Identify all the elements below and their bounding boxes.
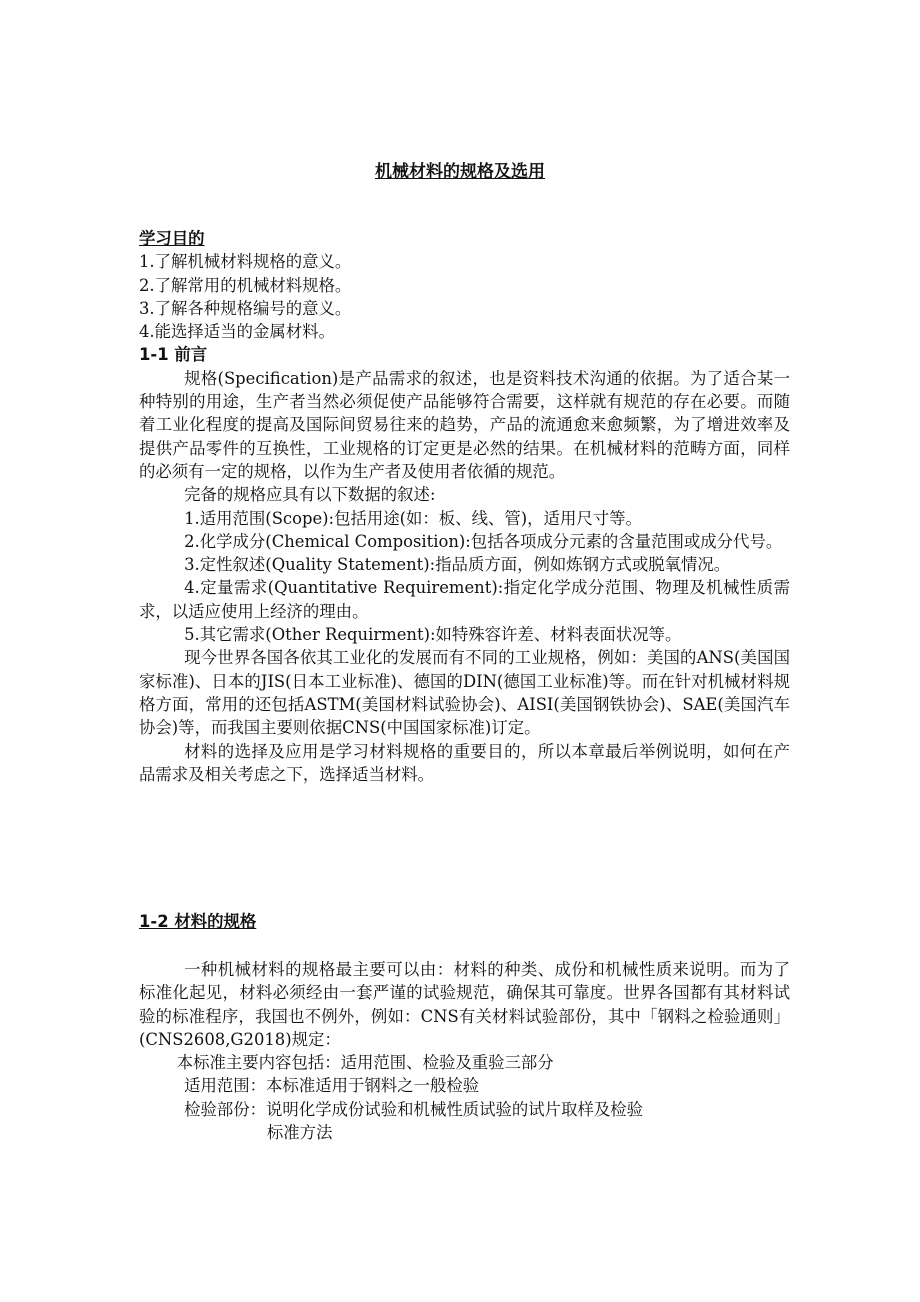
section-1-paragraph: 规格(Specification)是产品需求的叙述，也是资料技术沟通的依据。为了适合某一种特别的用途，生产者当然必须促使产品能够符合需要，这样就有规范的存在必要。而随着工业化程度的提高及国际间贸易往来的趋势，产品的流通愈来愈频繁，为了增进效率及提供产品零件的互换性，工业规格的订定更是必然的结果。在机械材料的范畴方面，同样的必须有一定的规格，以作为生产者及使用者依循的规范。 [139, 368, 790, 481]
objective-item: 1.了解机械材料规格的意义。 [139, 252, 352, 272]
section-1-paragraph: 现今世界各国各依其工业化的发展而有不同的工业规格，例如：美国的ANS(美国国家标准)、日本的JIS(日本工业标准)、德国的DIN(德国工业标准)等。而在针对机械材料规格方面，常用的还包括ASTM(美国材料试验协会)、AISI(美国钢铁协会)、SAE(美国汽车协会)等，而我国主要则依据CNS(中国国家标准)订定。 [139, 648, 790, 738]
scope-line: 适用范围：本标准适用于钢料之一般检验 [184, 1076, 480, 1096]
document-title: 机械材料的规格及选用 [375, 162, 545, 182]
objective-item: 3.了解各种规格编号的意义。 [139, 298, 352, 318]
objective-item: 4.能选择适当的金属材料。 [139, 322, 335, 342]
section-1-paragraph: 完备的规格应具有以下数据的叙述: [184, 485, 436, 505]
section-1-paragraph: 材料的选择及应用是学习材料规格的重要目的，所以本章最后举例说明，如何在产品需求及相关考虑之下，选择适当材料。 [139, 741, 790, 784]
section-2-paragraph: 一种机械材料的规格最主要可以由：材料的种类、成份和机械性质来说明。而为了标准化起见，材料必须经由一套严谨的试验规范，确保其可靠度。世界各国都有其材料试验的标准程序，我国也不例外，例如：CNS有关材料试验部份，其中「钢料之检验通则」(CNS2608,G2018)规定： [139, 960, 790, 1049]
standard-content-line: 本标准主要内容包括：适用范围、检验及重验三部分 [176, 1053, 554, 1073]
spec-item: 2.化学成分(Chemical Composition):包括各项成分元素的含量范围或成分代号。 [184, 531, 783, 551]
spec-item: 1.适用范围(Scope):包括用途(如：板、线、管)，适用尺寸等。 [184, 508, 642, 528]
section-2-body [139, 958, 790, 1144]
section-2-heading: 1-2 材料的规格 [139, 912, 257, 931]
spec-item: 4.定量需求(Quantitative Requirement):指定化学成分范围、物理及机械性质需求，以适应使用上经济的理由。 [139, 578, 790, 621]
objectives-heading: 学习目的 [139, 229, 205, 248]
section-1-heading: 1-1 前言 [139, 345, 208, 365]
section-2 [139, 910, 790, 933]
spec-item: 5.其它需求(Other Requirment):如特殊容许差、材料表面状况等。 [184, 625, 682, 645]
inspection-line-continued: 标准方法 [266, 1123, 333, 1143]
objectives-section [139, 227, 790, 786]
objective-item: 2.了解常用的机械材料规格。 [139, 275, 352, 295]
spec-item: 3.定性叙述(Quality Statement):指品质方面，例如炼钢方式或脱氧情况。 [184, 555, 731, 575]
inspection-line: 检验部份：说明化学成份试验和机械性质试验的试片取样及检验 [184, 1099, 644, 1119]
